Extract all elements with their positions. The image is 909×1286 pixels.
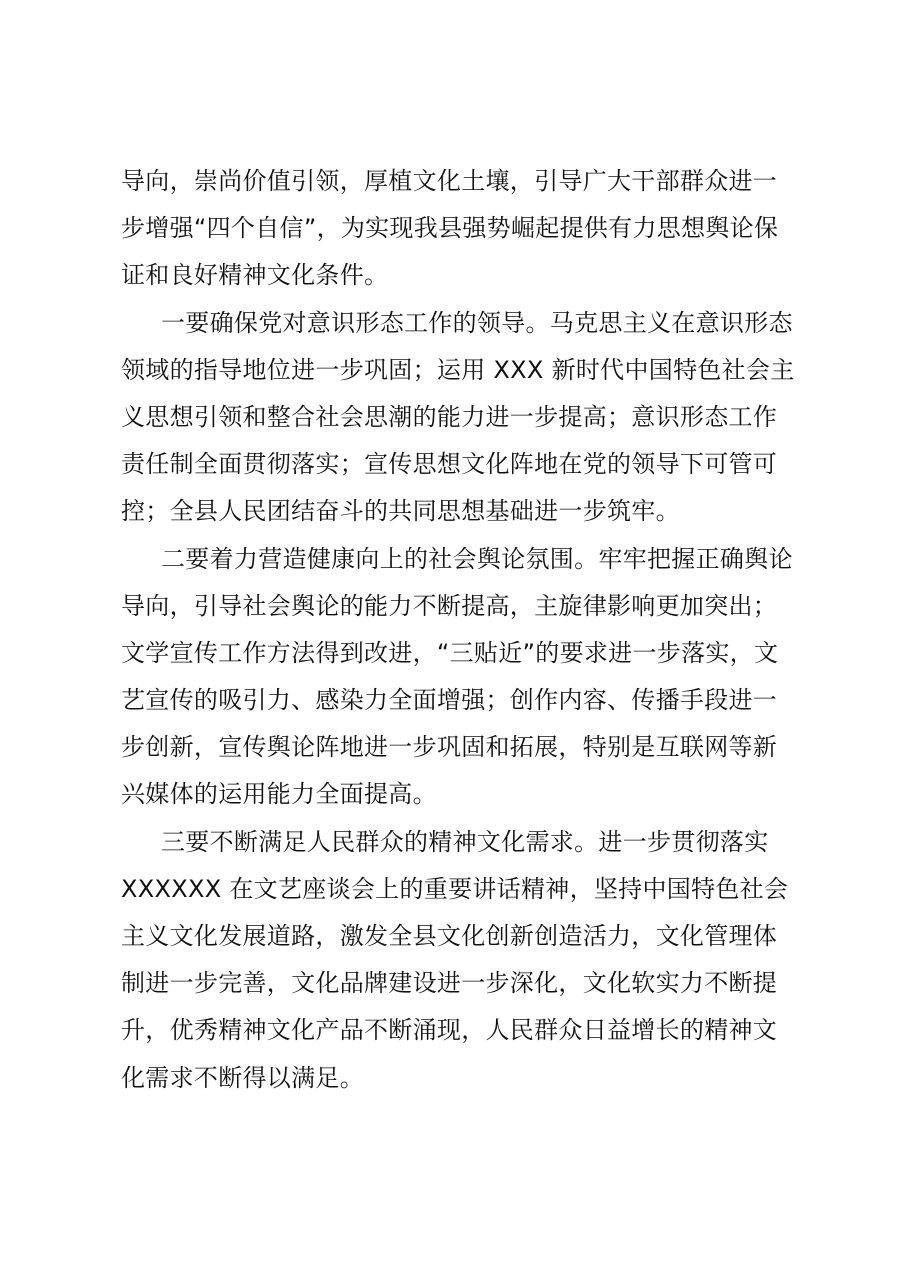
text-line: 兴媒体的运用能力全面提高。 <box>121 780 437 809</box>
paragraph-cultural-needs <box>121 819 799 1102</box>
text-line: 领域的指导地位进一步巩固；运用 XXX 新时代中国特色社会主 <box>121 355 795 384</box>
text-line: 艺宣传的吸引力、感染力全面增强；创作内容、传播手段进一 <box>121 686 778 715</box>
body-text <box>121 158 799 1102</box>
text-line: 控；全县人民团结奋斗的共同思想基础进一步筑牢。 <box>121 497 680 526</box>
text-line: 主义文化发展道路，激发全县文化创新创造活力，文化管理体 <box>121 922 778 950</box>
text-line: 步增强“四个自信”，为实现我县强势崛起提供有力思想舆论保 <box>121 214 779 243</box>
text-line: 化需求不断得以满足。 <box>121 1063 364 1092</box>
text-line: 步创新，宣传舆论阵地进一步巩固和拓展，特别是互联网等新 <box>121 733 778 762</box>
text-line: 义思想引领和整合社会思潮的能力进一步提高；意识形态工作 <box>121 402 778 431</box>
text-line: 证和良好精神文化条件。 <box>121 261 389 290</box>
text-line: 责任制全面贯彻落实；宣传思想文化阵地在党的领导下可管可 <box>121 450 778 479</box>
paragraph-party-leadership <box>121 300 799 536</box>
text-line: 三要不断满足人民群众的精神文化需求。进一步贯彻落实 <box>161 827 769 856</box>
text-line: 二要着力营造健康向上的社会舆论氛围。牢牢把握正确舆论 <box>161 544 793 573</box>
text-line: XXXXXX 在文艺座谈会上的重要讲话精神，坚持中国特色社会 <box>121 874 789 903</box>
paragraph-public-opinion <box>121 536 799 819</box>
text-line: 导向，崇尚价值引领，厚植文化土壤，引导广大干部群众进一 <box>121 167 778 195</box>
text-line: 导向，引导社会舆论的能力不断提高，主旋律影响更加突出； <box>121 591 778 620</box>
text-line: 升，优秀精神文化产品不断涌现，人民群众日益增长的精神文 <box>121 1016 778 1045</box>
text-line: 制进一步完善，文化品牌建设进一步深化，文化软实力不断提 <box>121 969 778 998</box>
text-line: 一要确保党对意识形态工作的领导。马克思主义在意识形态 <box>161 308 793 337</box>
text-line: 文学宣传工作方法得到改进，“三贴近”的要求进一步落实，文 <box>121 638 779 667</box>
paragraph-continuation <box>121 158 799 300</box>
